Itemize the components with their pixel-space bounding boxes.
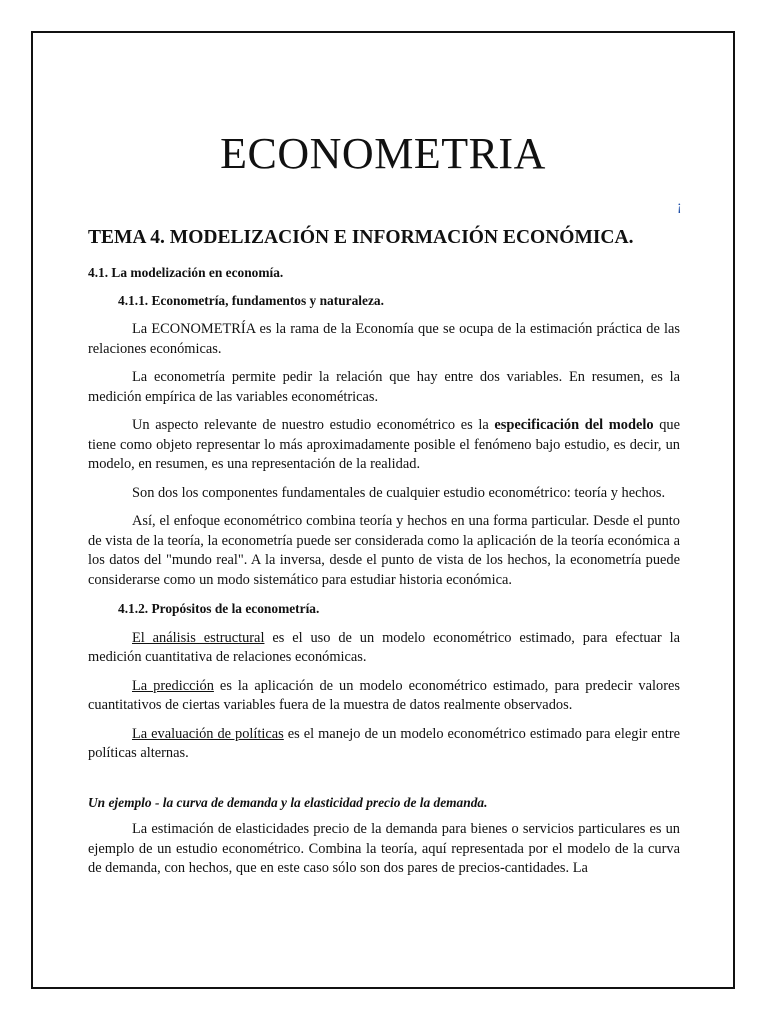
paragraph-text: es el manejo de un modelo econométrico estimado para elegir entre políticas alternas. [88,725,680,761]
chapter-heading: TEMA 4. MODELIZACIÓN E INFORMACIÓN ECONÓMICA. [88,227,634,248]
page-frame [31,31,735,989]
paragraph-policy-evaluation [88,725,680,764]
paragraph-prediction [88,677,680,716]
paragraph-text: es el uso de un modelo econométrico estimado, para efectuar la medición cuantitativa de relaciones económicas. [88,629,680,665]
underlined-term: La evaluación de políticas [132,725,284,742]
paragraph-definition: La ECONOMETRÍA es la rama de la Economía que se ocupa de la estimación práctica de las relaciones económicas. [88,321,680,357]
paragraph-text: Un aspecto relevante de nuestro estudio econométrico es la [132,417,495,433]
section-heading-4-1: 4.1. La modelización en economía. [88,265,284,280]
bold-term: especificación del modelo [494,417,654,433]
underlined-term: El análisis estructural [132,629,265,646]
paragraph-specification [88,416,680,475]
paragraph-relation: La econometría permite pedir la relación que hay entre dos variables. En resumen, es la medición empírica de las variables econométricas. [88,369,680,405]
document-title: ECONOMETRIA [220,129,546,178]
paragraph-text: que tiene como objeto representar lo más aproximadamente posible el fenómeno bajo estudio, es decir, un modelo, en resumen, es una representación de la realidad. [88,417,680,472]
paragraph-example: La estimación de elasticidades precio de la demanda para bienes o servicios particulares es un ejemplo de un estudio econométrico. Combina la teoría, aquí representada por el modelo de la curva de demanda, con hechos, que en este caso sólo son dos pares de precios-cantidades. La [88,821,680,876]
paragraph-text: es la aplicación de un modelo econométrico estimado, para predecir valores cuantitativos de ciertas variables fuera de la muestra de datos realmente observados. [88,677,680,713]
document-body [88,226,680,888]
underlined-term: La predicción [132,677,214,694]
paragraph-components: Son dos los componentes fundamentales de cualquier estudio econométrico: teoría y hechos. [132,484,666,501]
subsection-heading-4-1-2: 4.1.2. Propósitos de la econometría. [118,601,320,616]
paragraph-approach: Así, el enfoque econométrico combina teoría y hechos en una forma particular. Desde el punto de vista de la teoría, la econometría puede ser considerada como la aplicación de la teoría económica a los datos del "mundo real". A la inversa, desde el punto de vista de los hechos, la econometría puede considerarse como un modo sistemático para estudiar historia económica. [88,513,680,588]
example-heading: Un ejemplo - la curva de demanda y la elasticidad precio de la demanda. [88,794,488,810]
subsection-heading-4-1-1: 4.1.1. Econometría, fundamentos y naturaleza. [118,292,384,308]
paragraph-structural-analysis [88,629,680,668]
comment-marker: ¡ [677,199,682,214]
